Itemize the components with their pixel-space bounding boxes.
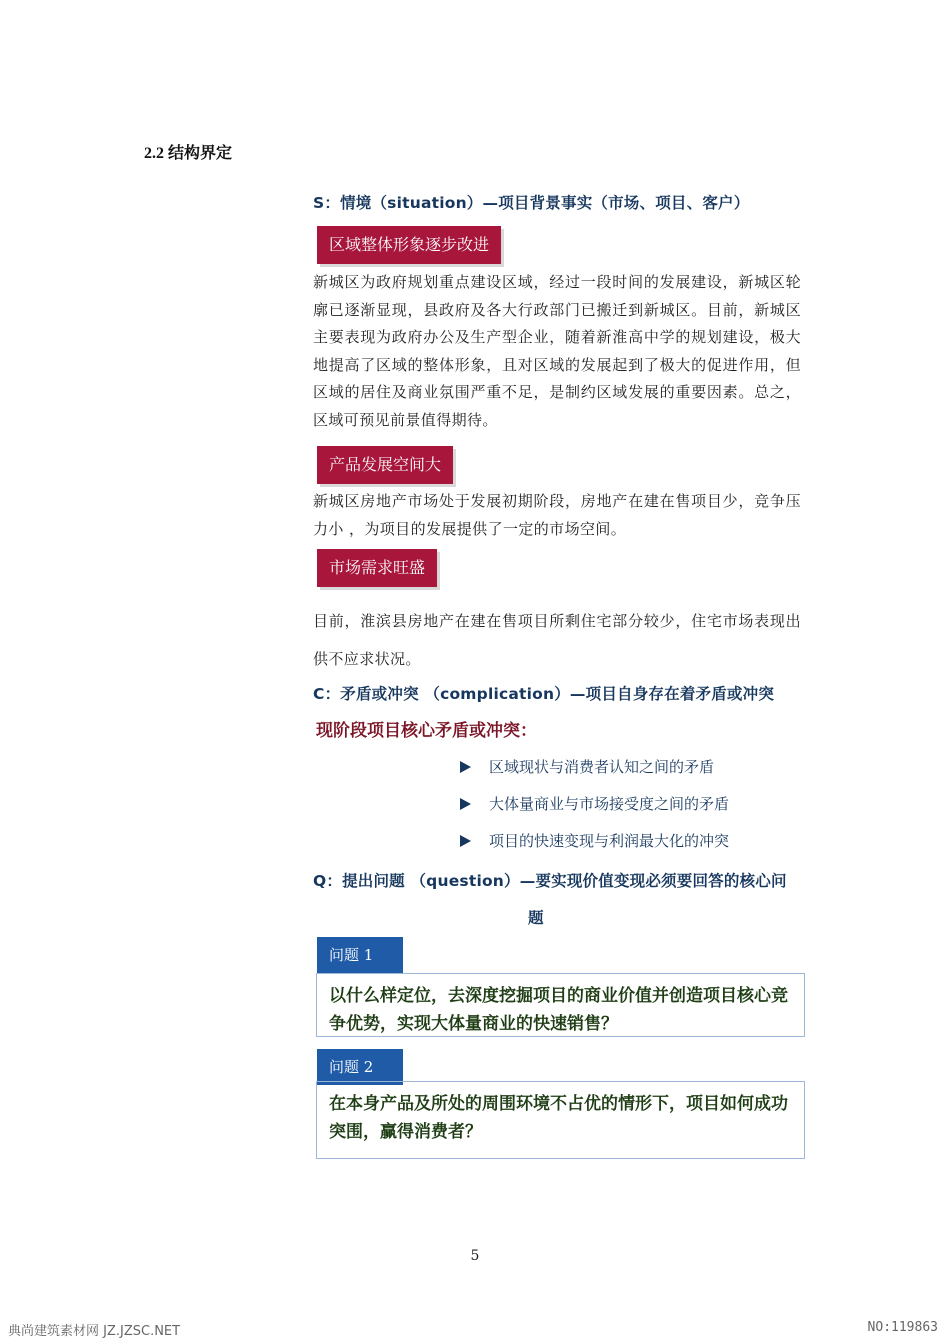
label-region-image: 区域整体形象逐步改进 (317, 226, 501, 264)
triangle-bullet-icon (460, 835, 471, 847)
core-conflict-title: 现阶段项目核心矛盾或冲突： (316, 721, 537, 741)
paragraph-region-image: 新城区为政府规划重点建设区域，经过一段时间的发展建设，新城区轮廓已逐渐显现，县政府及各大行政部门已搬迁到新城区。目前，新城区主要表现为政府办公及生产型企业，随着新淮高中学的规划建设，极大地提高了区域的整体形象，且对区域的发展起到了极大的促进作用，但区域的居住及商业氛围严重不足，是制约区域发展的重要因素。总之，区域可预见前景值得期待。 (313, 273, 801, 429)
conflict-item (460, 756, 714, 777)
question-box-1: 以什么样定位，去深度挖掘项目的商业价值并创造项目核心竞争优势，实现大体量商业的快速销售？ (316, 973, 805, 1037)
question-tab-1: 问题 1 (317, 937, 403, 973)
question-heading-line2: 题 (528, 909, 544, 927)
footer-watermark-left: 典尚建筑素材网 JZ.JZSC.NET (8, 1324, 181, 1339)
complication-heading: C：矛盾或冲突 （complication）—项目自身存在着矛盾或冲突 (313, 685, 775, 703)
conflict-item-text: 项目的快速变现与利润最大化的冲突 (489, 832, 730, 850)
section-title: 2.2 结构界定 (144, 145, 233, 162)
triangle-bullet-icon (460, 798, 471, 810)
conflict-item (460, 793, 729, 814)
paragraph-product-space: 新城区房地产市场处于发展初期阶段，房地产在建在售项目少，竞争压力小 ，为项目的发展提供了一定的市场空间。 (313, 492, 801, 538)
triangle-bullet-icon (460, 761, 471, 773)
label-product-space: 产品发展空间大 (317, 446, 453, 484)
question-tab-2: 问题 2 (317, 1049, 403, 1085)
page-number: 5 (470, 1248, 480, 1264)
situation-heading: S：情境（situation）—项目背景事实（市场、项目、客户） (313, 194, 750, 212)
conflict-item-text: 大体量商业与市场接受度之间的矛盾 (489, 795, 730, 813)
question-box-2: 在本身产品及所处的周围环境不占优的情形下，项目如何成功突围，赢得消费者？ (316, 1081, 805, 1159)
paragraph-market-demand: 目前，淮滨县房地产在建在售项目所剩住宅部分较少，住宅市场表现出供不应求状况。 (313, 612, 801, 668)
conflict-item (460, 830, 729, 851)
question-heading-line1: Q：提出问题 （question）—要实现价值变现必须要回答的核心问 (313, 872, 787, 890)
footer-watermark-right: NO:119863 (867, 1320, 938, 1335)
label-market-demand: 市场需求旺盛 (317, 549, 437, 587)
conflict-item-text: 区域现状与消费者认知之间的矛盾 (489, 758, 715, 776)
